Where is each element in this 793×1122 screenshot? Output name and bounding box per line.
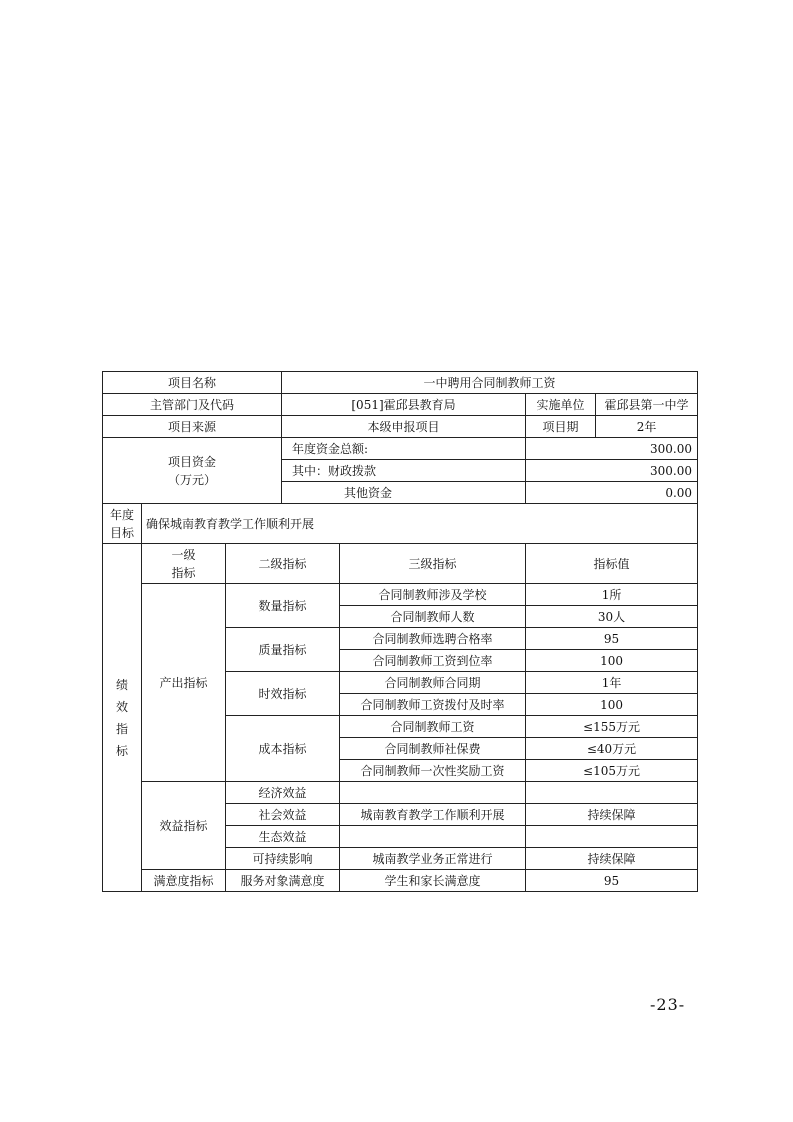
value-cell: [526, 826, 698, 848]
table-row: [103, 870, 698, 892]
l2-cell: 生态效益: [226, 826, 340, 848]
funds-total-label: 年度资金总额:: [282, 438, 526, 460]
annual-goal-label: [103, 504, 142, 544]
l3-cell: 合同制教师一次性奖励工资: [340, 760, 526, 782]
row-source: [103, 416, 698, 438]
l3-cell: 城南教学业务正常进行: [340, 848, 526, 870]
l2-cell: 经济效益: [226, 782, 340, 804]
dept-label: 主管部门及代码: [103, 394, 282, 416]
performance-table-sheet: [102, 371, 697, 894]
funds-label-line1: 项目资金: [168, 454, 217, 469]
l3-cell: 合同制教师社保费: [340, 738, 526, 760]
row-project-name: [103, 372, 698, 394]
funds-fiscal-label: 其中：财政拨款: [282, 460, 526, 482]
funds-label: [103, 438, 282, 504]
value-cell: 1所: [526, 584, 698, 606]
value-cell: 100: [526, 650, 698, 672]
header-level1: [142, 544, 226, 584]
l3-cell: [340, 826, 526, 848]
row-indicator-header: [103, 544, 698, 584]
period-label: 项目期: [526, 416, 596, 438]
value-cell: 30人: [526, 606, 698, 628]
value-cell: 持续保障: [526, 848, 698, 870]
source-label: 项目来源: [103, 416, 282, 438]
value-cell: [526, 782, 698, 804]
value-cell: ≤155万元: [526, 716, 698, 738]
side-char-1: 绩: [115, 677, 128, 692]
header-level1-line1: 一级: [171, 547, 196, 562]
header-value: 指标值: [526, 544, 698, 584]
project-name-value: 一中聘用合同制教师工资: [282, 372, 698, 394]
table-row: [103, 782, 698, 804]
period-value: 2年: [596, 416, 698, 438]
benefit-indicator-label: 效益指标: [142, 782, 226, 870]
timeliness-indicator-label: 时效指标: [226, 672, 340, 716]
funds-other-value: 0.00: [526, 482, 698, 504]
table-row: [103, 584, 698, 606]
l3-cell: 学生和家长满意度: [340, 870, 526, 892]
side-char-4: 标: [115, 743, 128, 758]
value-cell: 持续保障: [526, 804, 698, 826]
l3-cell: 合同制教师涉及学校: [340, 584, 526, 606]
row-funds-total: [103, 438, 698, 460]
value-cell: 1年: [526, 672, 698, 694]
l3-cell: 合同制教师人数: [340, 606, 526, 628]
row-annual-goal: [103, 504, 698, 544]
funds-fiscal-value: 300.00: [526, 460, 698, 482]
impl-unit-value: 霍邱县第一中学: [596, 394, 698, 416]
annual-goal-label-line1: 年度: [109, 507, 134, 522]
funds-label-line2: （万元）: [168, 472, 217, 487]
value-cell: ≤105万元: [526, 760, 698, 782]
page-number: -23-: [650, 995, 686, 1014]
performance-goal-table: [102, 371, 698, 892]
value-cell: 95: [526, 870, 698, 892]
l3-cell: 合同制教师合同期: [340, 672, 526, 694]
project-name-label: 项目名称: [103, 372, 282, 394]
satisfaction-indicator-label: 满意度指标: [142, 870, 226, 892]
header-level3: 三级指标: [340, 544, 526, 584]
header-level2: 二级指标: [226, 544, 340, 584]
l3-cell: 合同制教师选聘合格率: [340, 628, 526, 650]
side-char-2: 效: [115, 699, 128, 714]
dept-value: [051]霍邱县教育局: [282, 394, 526, 416]
impl-unit-label: 实施单位: [526, 394, 596, 416]
l3-cell: 合同制教师工资拨付及时率: [340, 694, 526, 716]
l2-cell: 服务对象满意度: [226, 870, 340, 892]
value-cell: 95: [526, 628, 698, 650]
annual-goal-text: 确保城南教育教学工作顺利开展: [142, 504, 698, 544]
l3-cell: 合同制教师工资: [340, 716, 526, 738]
funds-other-label: 其他资金: [282, 482, 526, 504]
l3-cell: 合同制教师工资到位率: [340, 650, 526, 672]
source-value: 本级申报项目: [282, 416, 526, 438]
l2-cell: 社会效益: [226, 804, 340, 826]
side-char-3: 指: [115, 721, 128, 736]
header-level1-line2: 指标: [171, 565, 196, 580]
quality-indicator-label: 质量指标: [226, 628, 340, 672]
l3-cell: 城南教育教学工作顺利开展: [340, 804, 526, 826]
quantity-indicator-label: 数量指标: [226, 584, 340, 628]
l2-cell: 可持续影响: [226, 848, 340, 870]
row-department: [103, 394, 698, 416]
funds-total-value: 300.00: [526, 438, 698, 460]
cost-indicator-label: 成本指标: [226, 716, 340, 782]
output-indicator-label: 产出指标: [142, 584, 226, 782]
annual-goal-label-line2: 目标: [109, 525, 134, 540]
value-cell: ≤40万元: [526, 738, 698, 760]
performance-indicator-side-label: [103, 544, 142, 892]
l3-cell: [340, 782, 526, 804]
value-cell: 100: [526, 694, 698, 716]
